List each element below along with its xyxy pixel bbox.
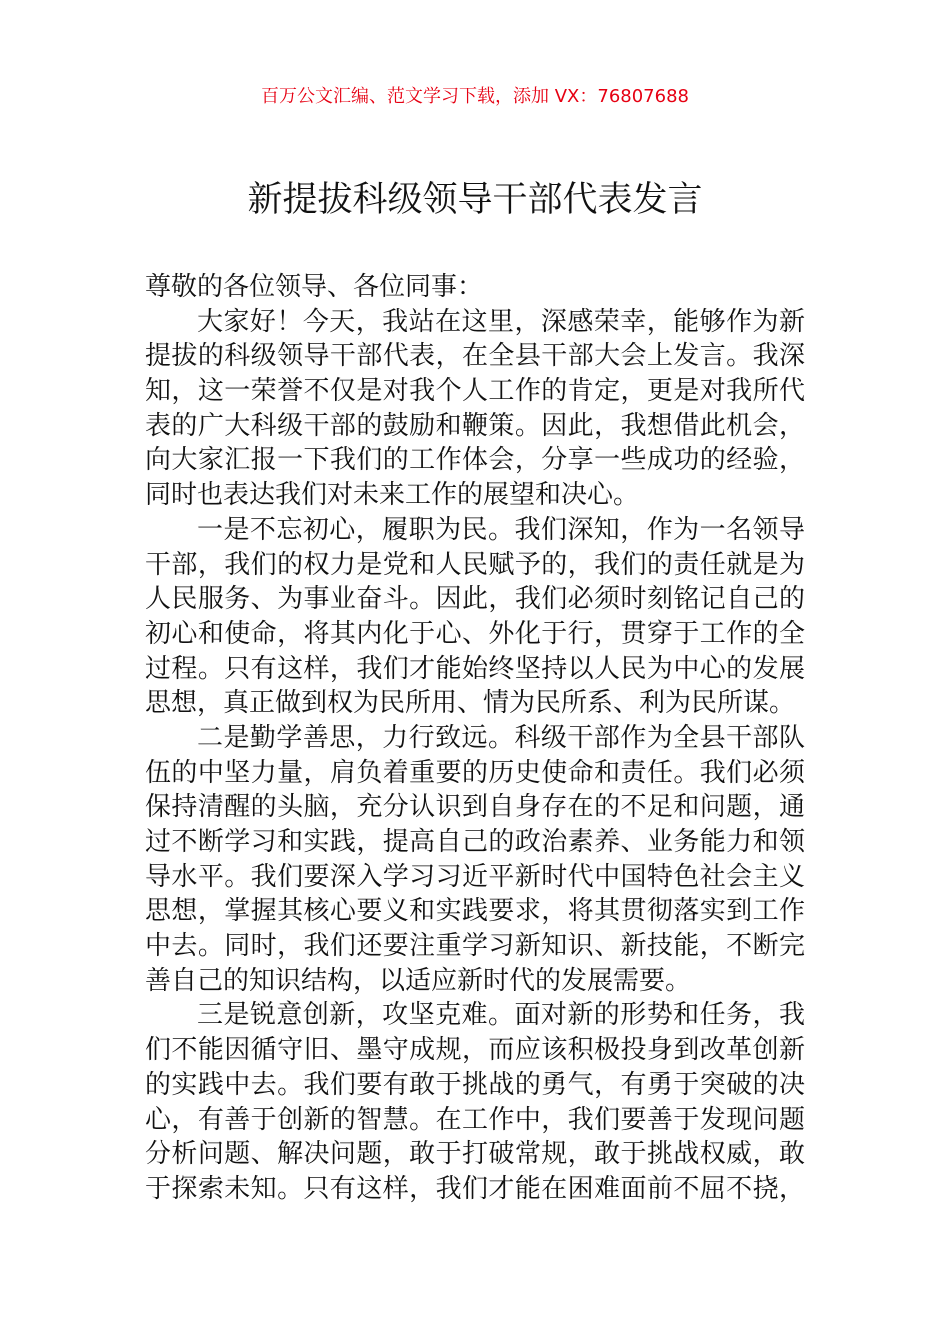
- paragraph-line: 中去。同时，我们还要注重学习新知识、新技能，不断完: [145, 931, 805, 962]
- paragraph-line: 分析问题、解决问题，敢于打破常规，敢于挑战权威，敢: [145, 1139, 805, 1170]
- paragraph: [145, 513, 805, 721]
- paragraph-line: 三是锐意创新，攻坚克难。面对新的形势和任务，我: [197, 1000, 805, 1031]
- paragraph: [145, 305, 805, 513]
- paragraph-line: 于探索未知。只有这样，我们才能在困难面前不屈不挠，: [145, 1173, 805, 1204]
- paragraph-line: 同时也表达我们对未来工作的展望和决心。: [145, 480, 640, 511]
- download-watermark-header: 百万公文汇编、范文学习下载，添加 VX：76807688: [261, 86, 689, 107]
- paragraph-line: 的实践中去。我们要有敢于挑战的勇气，有勇于突破的决: [145, 1069, 805, 1100]
- paragraph-line: 知，这一荣誉不仅是对我个人工作的肯定，更是对我所代: [145, 376, 805, 407]
- paragraph-line: 导水平。我们要深入学习习近平新时代中国特色社会主义: [145, 861, 805, 892]
- paragraph-line: 思想，掌握其核心要义和实践要求，将其贯彻落实到工作: [145, 896, 805, 927]
- paragraph-line: 一是不忘初心，履职为民。我们深知，作为一名领导: [197, 514, 805, 545]
- paragraph: [145, 998, 805, 1206]
- document-body: [145, 270, 805, 1207]
- paragraph-line: 善自己的知识结构，以适应新时代的发展需要。: [145, 965, 692, 996]
- paragraph-line: 保持清醒的头脑，充分认识到自身存在的不足和问题，通: [145, 792, 805, 823]
- paragraph-line: 初心和使命，将其内化于心、外化于行，贯穿于工作的全: [145, 618, 805, 649]
- paragraph-line: 二是勤学善思，力行致远。科级干部作为全县干部队: [197, 722, 805, 753]
- paragraph-line: 伍的中坚力量，肩负着重要的历史使命和责任。我们必须: [145, 757, 805, 788]
- paragraph-line: 们不能因循守旧、墨守成规，而应该积极投身到改革创新: [145, 1035, 805, 1066]
- paragraph-line: 大家好！今天，我站在这里，深感荣幸，能够作为新: [197, 306, 805, 337]
- paragraph-line: 表的广大科级干部的鼓励和鞭策。因此，我想借此机会，: [145, 410, 805, 441]
- paragraph-line: 心，有善于创新的智慧。在工作中，我们要善于发现问题: [145, 1104, 805, 1135]
- salutation: 尊敬的各位领导、各位同事：: [145, 272, 484, 302]
- paragraph-line: 提拔的科级领导干部代表，在全县干部大会上发言。我深: [145, 341, 805, 372]
- paragraph-line: 人民服务、为事业奋斗。因此，我们必须时刻铭记自己的: [145, 584, 805, 615]
- paragraph-line: 干部，我们的权力是党和人民赋予的，我们的责任就是为: [145, 549, 805, 580]
- paragraph-line: 向大家汇报一下我们的工作体会，分享一些成功的经验，: [145, 445, 805, 476]
- paragraph-line: 过程。只有这样，我们才能始终坚持以人民为中心的发展: [145, 653, 805, 684]
- paragraph: [145, 721, 805, 999]
- paragraph-line: 思想，真正做到权为民所用、情为民所系、利为民所谋。: [145, 688, 796, 719]
- document-title: 新提拔科级领导干部代表发言: [247, 180, 703, 220]
- paragraph-line: 过不断学习和实践，提高自己的政治素养、业务能力和领: [145, 827, 805, 857]
